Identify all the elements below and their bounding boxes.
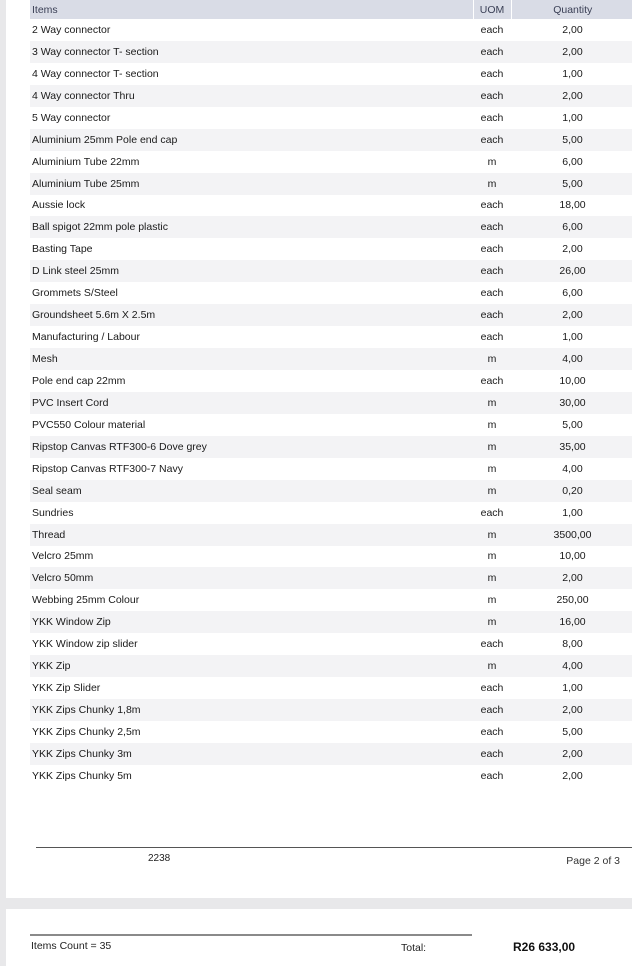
header-items: Items (30, 0, 473, 19)
header-quantity: Quantity (511, 0, 632, 19)
item-quantity: 2,00 (562, 747, 583, 760)
item-uom: m (487, 155, 497, 168)
table-row (30, 348, 632, 370)
item-name: YKK Zips Chunky 2,5m (32, 725, 141, 738)
header-uom: UOM (473, 0, 511, 19)
item-quantity: 5,00 (562, 725, 583, 738)
item-name: Aussie lock (32, 199, 86, 212)
item-uom: each (480, 769, 504, 782)
item-uom: each (480, 133, 504, 146)
item-quantity: 2,00 (562, 309, 583, 322)
item-uom: m (487, 462, 497, 475)
table-row (30, 304, 632, 326)
item-name: 4 Way connector T- section (32, 67, 159, 80)
item-quantity: 6,00 (562, 221, 583, 234)
item-quantity: 2,00 (562, 769, 583, 782)
item-quantity: 5,00 (562, 177, 583, 190)
item-name: YKK Window Zip (32, 616, 111, 629)
item-quantity: 4,00 (562, 660, 583, 673)
item-name: 4 Way connector Thru (32, 89, 135, 102)
item-uom: each (480, 682, 504, 695)
item-uom: each (480, 287, 504, 300)
item-name: Webbing 25mm Colour (32, 594, 140, 607)
table-row (30, 19, 632, 41)
total-value: R26 633,00 (513, 940, 576, 954)
totals-section (6, 909, 632, 966)
item-quantity: 250,00 (556, 594, 589, 607)
item-name: PVC550 Colour material (32, 418, 146, 431)
document-page (6, 0, 632, 898)
item-name: Groundsheet 5.6m X 2.5m (32, 309, 156, 322)
table-row (30, 502, 632, 524)
item-uom: each (480, 638, 504, 651)
item-uom: m (487, 177, 497, 190)
item-name: Aluminium Tube 22mm (32, 155, 140, 168)
item-uom: each (480, 221, 504, 234)
item-name: Velcro 50mm (32, 572, 94, 585)
table-row (30, 173, 632, 195)
item-uom: each (480, 67, 504, 80)
item-quantity: 2,00 (562, 89, 583, 102)
item-quantity: 1,00 (562, 111, 583, 124)
item-name: YKK Window zip slider (32, 638, 138, 651)
item-name: Grommets S/Steel (32, 287, 118, 300)
item-quantity: 1,00 (562, 331, 583, 344)
table-row (30, 260, 632, 282)
item-name: Ball spigot 22mm pole plastic (32, 221, 168, 234)
item-uom: each (480, 725, 504, 738)
table-row (30, 151, 632, 173)
table-row (30, 282, 632, 304)
item-quantity: 10,00 (559, 550, 586, 563)
footer-divider (36, 847, 632, 848)
table-row (30, 524, 632, 546)
item-quantity: 1,00 (562, 67, 583, 80)
item-quantity: 10,00 (559, 374, 586, 387)
item-quantity: 6,00 (562, 287, 583, 300)
item-name: Seal seam (32, 484, 82, 497)
item-name: D Link steel 25mm (32, 265, 119, 278)
item-quantity: 4,00 (562, 462, 583, 475)
table-row (30, 546, 632, 568)
item-uom: m (487, 550, 497, 563)
table-row (30, 129, 632, 151)
item-name: Manufacturing / Labour (32, 331, 140, 344)
item-name: YKK Zip (32, 660, 71, 673)
item-quantity: 2,00 (562, 704, 583, 717)
table-row (30, 721, 632, 743)
item-name: 5 Way connector (32, 111, 111, 124)
item-uom: each (480, 331, 504, 344)
table-header-row (30, 0, 632, 19)
item-quantity: 2,00 (562, 572, 583, 585)
table-row (30, 480, 632, 502)
item-uom: m (487, 440, 497, 453)
items-count: Items Count = 35 (31, 940, 112, 952)
item-uom: m (487, 528, 497, 541)
item-quantity: 26,00 (559, 265, 586, 278)
table-row (30, 63, 632, 85)
item-name: Aluminium 25mm Pole end cap (32, 133, 178, 146)
item-name: Thread (32, 528, 66, 541)
table-row (30, 743, 632, 765)
item-quantity: 6,00 (562, 155, 583, 168)
item-quantity: 18,00 (559, 199, 586, 212)
item-uom: m (487, 616, 497, 629)
table-row (30, 765, 632, 787)
table-row (30, 611, 632, 633)
item-name: Pole end cap 22mm (32, 374, 126, 387)
item-uom: each (480, 704, 504, 717)
item-uom: each (480, 506, 504, 519)
totals-divider (30, 934, 472, 936)
table-row (30, 216, 632, 238)
page-indicator: Page 2 of 3 (566, 855, 620, 867)
item-uom: m (487, 353, 497, 366)
item-uom: m (487, 484, 497, 497)
table-row (30, 589, 632, 611)
item-uom: each (480, 111, 504, 124)
table-row (30, 633, 632, 655)
item-name: Velcro 25mm (32, 550, 94, 563)
item-quantity: 0,20 (562, 484, 583, 497)
item-quantity: 8,00 (562, 638, 583, 651)
item-name: 2 Way connector (32, 23, 111, 36)
table-row (30, 41, 632, 63)
item-quantity: 16,00 (559, 616, 586, 629)
item-quantity: 4,00 (562, 353, 583, 366)
item-quantity: 2,00 (562, 23, 583, 36)
item-uom: m (487, 396, 497, 409)
item-uom: each (480, 199, 504, 212)
item-quantity: 2,00 (562, 243, 583, 256)
item-uom: m (487, 418, 497, 431)
item-name: PVC Insert Cord (32, 396, 109, 409)
item-name: 3 Way connector T- section (32, 45, 159, 58)
table-row (30, 370, 632, 392)
table-row (30, 458, 632, 480)
item-quantity: 3500,00 (553, 528, 592, 541)
item-quantity: 2,00 (562, 45, 583, 58)
item-quantity: 5,00 (562, 133, 583, 146)
item-name: Mesh (32, 353, 58, 366)
item-name: Basting Tape (32, 243, 93, 256)
item-quantity: 35,00 (559, 440, 586, 453)
table-row (30, 392, 632, 414)
item-name: Sundries (32, 506, 74, 519)
item-quantity: 30,00 (559, 396, 586, 409)
item-quantity: 1,00 (562, 506, 583, 519)
table-row (30, 107, 632, 129)
document-number: 2238 (148, 853, 171, 864)
item-uom: m (487, 594, 497, 607)
table-row (30, 85, 632, 107)
item-uom: each (480, 23, 504, 36)
items-table (30, 0, 632, 787)
item-name: YKK Zips Chunky 3m (32, 747, 132, 760)
item-name: YKK Zips Chunky 5m (32, 769, 132, 782)
item-quantity: 5,00 (562, 418, 583, 431)
item-name: Ripstop Canvas RTF300-6 Dove grey (32, 440, 207, 453)
item-uom: each (480, 747, 504, 760)
table-row (30, 677, 632, 699)
item-quantity: 1,00 (562, 682, 583, 695)
table-row (30, 655, 632, 677)
table-row (30, 195, 632, 217)
item-uom: each (480, 243, 504, 256)
item-name: YKK Zip Slider (32, 682, 101, 695)
table-row (30, 414, 632, 436)
table-row (30, 238, 632, 260)
table-row (30, 567, 632, 589)
total-label: Total: (401, 942, 427, 954)
item-uom: each (480, 309, 504, 322)
item-name: Ripstop Canvas RTF300-7 Navy (32, 462, 183, 475)
item-uom: m (487, 572, 497, 585)
item-uom: each (480, 45, 504, 58)
table-row (30, 436, 632, 458)
item-name: Aluminium Tube 25mm (32, 177, 140, 190)
item-uom: each (480, 265, 504, 278)
table-row (30, 699, 632, 721)
table-row (30, 326, 632, 348)
item-uom: m (487, 660, 497, 673)
item-name: YKK Zips Chunky 1,8m (32, 704, 141, 717)
item-uom: each (480, 374, 504, 387)
item-uom: each (480, 89, 504, 102)
